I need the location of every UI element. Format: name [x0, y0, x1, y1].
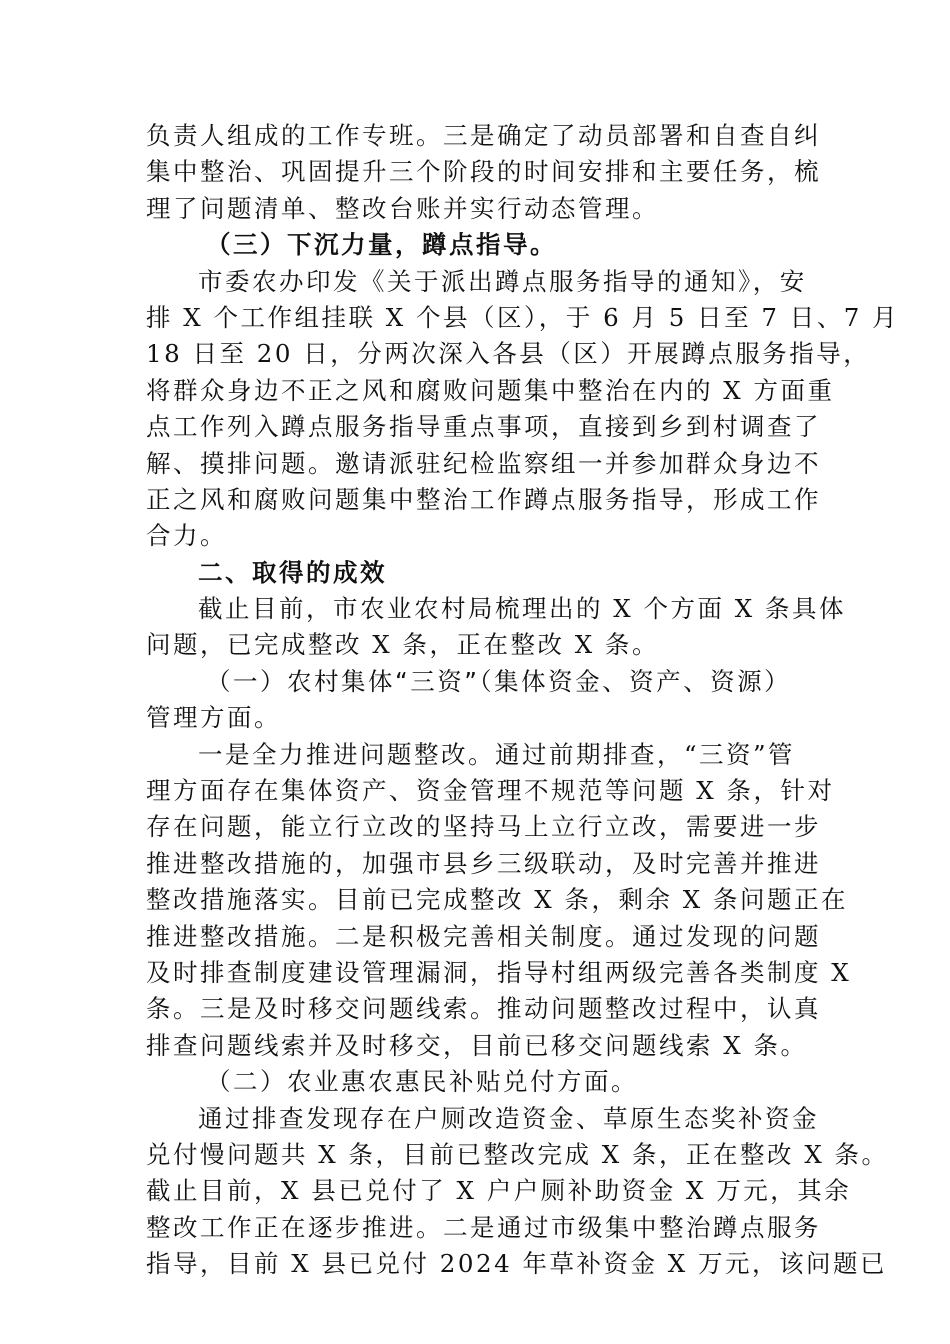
text-line: 解、摸排问题。邀请派驻纪检监察组一并参加群众身边不	[146, 448, 821, 478]
text-line: 及时排查制度建设管理漏洞，指导村组两级完善各类制度 X	[146, 957, 852, 987]
text-line: 一是全力推进问题整改。通过前期排查，“三资”管	[198, 739, 796, 769]
text-line: 将群众身边不正之风和腐败问题集中整治在内的 X 方面重	[146, 375, 835, 405]
text-line: 推进整改措施的，加强市县乡三级联动，及时完善并推进	[146, 848, 821, 878]
text-line: 通过排查发现存在户厕改造资金、草原生态奖补资金	[198, 1103, 819, 1133]
text-line: 合力。	[146, 521, 227, 551]
text-line: 截止目前，X 县已兑付了 X 户户厕补助资金 X 万元，其余	[146, 1176, 852, 1206]
document-page	[146, 118, 900, 1283]
text-line: 理方面存在集体资产、资金管理不规范等问题 X 条，针对	[146, 776, 835, 806]
text-line: 兑付慢问题共 X 条，目前已整改完成 X 条，正在整改 X 条。	[146, 1139, 889, 1169]
text-line: 整改工作正在逐步推进。二是通过市级集中整治蹲点服务	[146, 1212, 821, 1242]
text-line: 存在问题，能立行立改的坚持马上立行立改，需要进一步	[146, 812, 821, 842]
text-line: 负责人组成的工作专班。三是确定了动员部署和自查自纠	[146, 121, 821, 150]
section-subheading-continued: 管理方面。	[146, 703, 281, 733]
text-line: 点工作列入蹲点服务指导重点事项，直接到乡到村调查了	[146, 412, 821, 442]
text-line: 整改措施落实。目前已完成整改 X 条，剩余 X 条问题正在	[146, 885, 849, 915]
text-line: 推进整改措施。二是积极完善相关制度。通过发现的问题	[146, 921, 821, 951]
text-line: 排 X 个工作组挂联 X 个县（区），于 6 月 5 日至 7 日、7 月	[146, 302, 900, 332]
text-line: 市委农办印发《关于派出蹲点服务指导的通知》，安	[198, 266, 807, 296]
text-line: 正之风和腐败问题集中整治工作蹲点服务指导，形成工作	[146, 484, 821, 514]
section-subheading: （三）下沉力量，蹲点指导。	[206, 230, 557, 260]
section-subheading: （二）农业惠农惠民补贴兑付方面。	[206, 1067, 638, 1097]
text-line: 排查问题线索并及时移交，目前已移交问题线索 X 条。	[146, 1030, 808, 1060]
text-line: 理了问题清单、整改台账并实行动态管理。	[146, 193, 659, 223]
text-line: 条。三是及时移交问题线索。推动问题整改过程中，认真	[146, 994, 821, 1024]
section-subheading: （一）农村集体“三资”（集体资金、资产、资源）	[206, 666, 792, 696]
text-line: 集中整治、巩固提升三个阶段的时间安排和主要任务，梳	[146, 157, 821, 187]
section-heading: 二、取得的成效	[198, 557, 387, 587]
text-line: 截止目前，市农业农村局梳理出的 X 个方面 X 条具体	[198, 594, 847, 624]
text-line: 18 日至 20 日，分两次深入各县（区）开展蹲点服务指导，	[146, 339, 871, 369]
text-line: 指导，目前 X 县已兑付 2024 年草补资金 X 万元，该问题已	[146, 1249, 887, 1279]
text-line: 问题，已完成整改 X 条，正在整改 X 条。	[146, 630, 660, 660]
